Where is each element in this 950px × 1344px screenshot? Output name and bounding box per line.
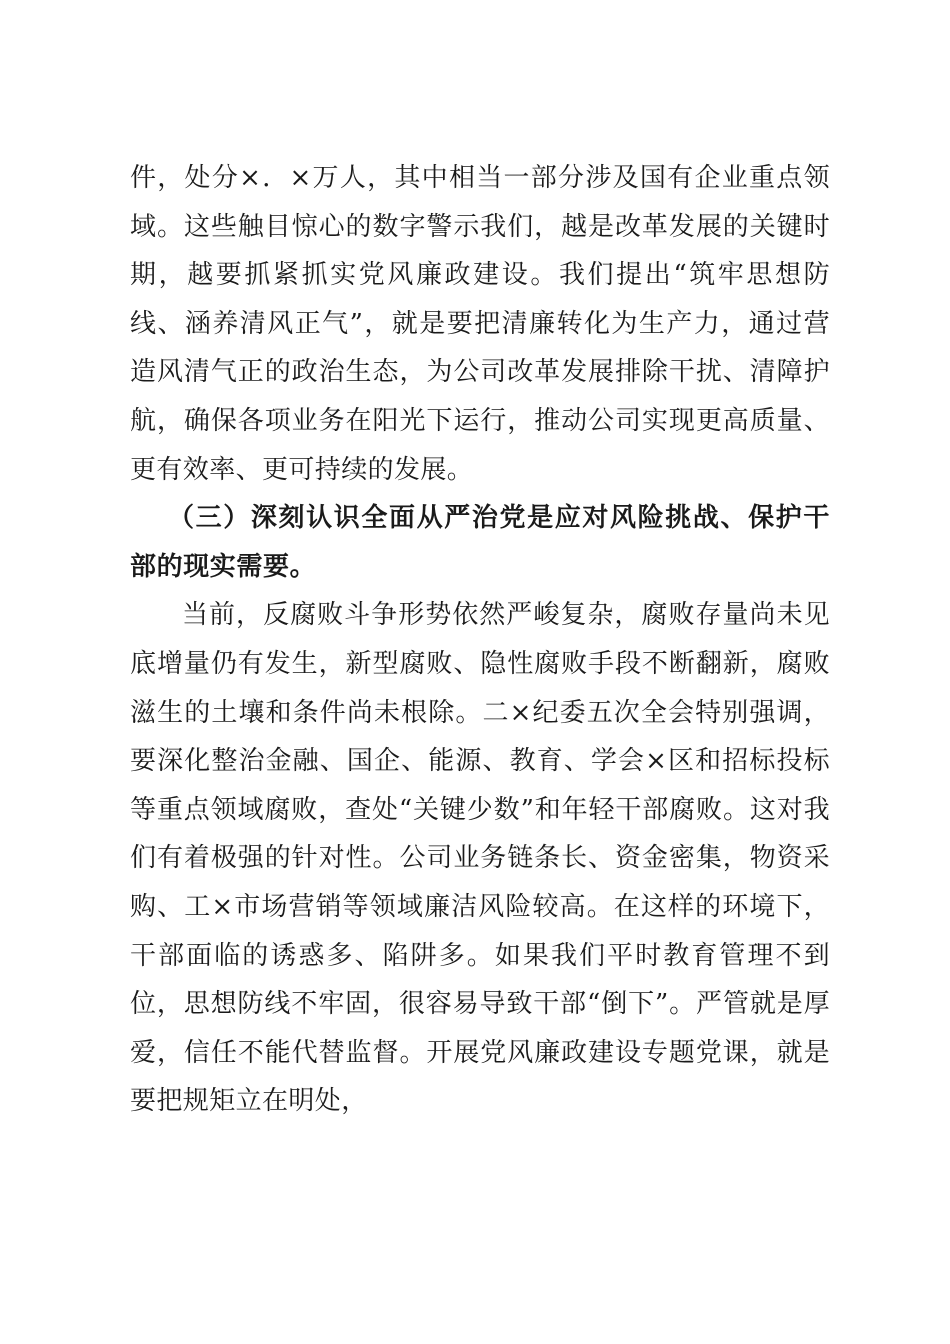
continued-paragraph: 件，处分×．×万人，其中相当一部分涉及国有企业重点领域。这些触目惊心的数字警示我们，越是改革发展的关键时期，越要抓紧抓实党风廉政建设。我们提出“筑牢思想防线、涵养清风正气”，就是要把清廉转化为生产力，通过营造风清气正的政治生态，为公司改革发展排除干扰、清障护航，确保各项业务在阳光下运行，推动公司实现更高质量、更有效率、更可持续的发展。 (130, 163, 830, 485)
section-heading: （三）深刻认识全面从严治党是应对风险挑战、保护干部的现实需要。 (130, 503, 830, 582)
body-paragraph: 当前，反腐败斗争形势依然严峻复杂，腐败存量尚未见底增量仍有发生，新型腐败、隐性腐败手段不断翻新，腐败滋生的土壤和条件尚未根除。二×纪委五次全会特别强调，要深化整治金融、国企、能源、教育、学会×区和招标投标等重点领域腐败，查处“关键少数”和年轻干部腐败。这对我们有着极强的针对性。公司业务链条长、资金密集，物资采购、工×市场营销等领域廉洁风险较高。在这样的环境下，干部面临的诱惑多、陷阱多。如果我们平时教育管理不到位，思想防线不牢固，很容易导致干部“倒下”。严管就是厚爱，信任不能代替监督。开展党风廉政建设专题党课，就是要把规矩立在明处， (130, 600, 830, 1117)
document-body (130, 154, 830, 1126)
